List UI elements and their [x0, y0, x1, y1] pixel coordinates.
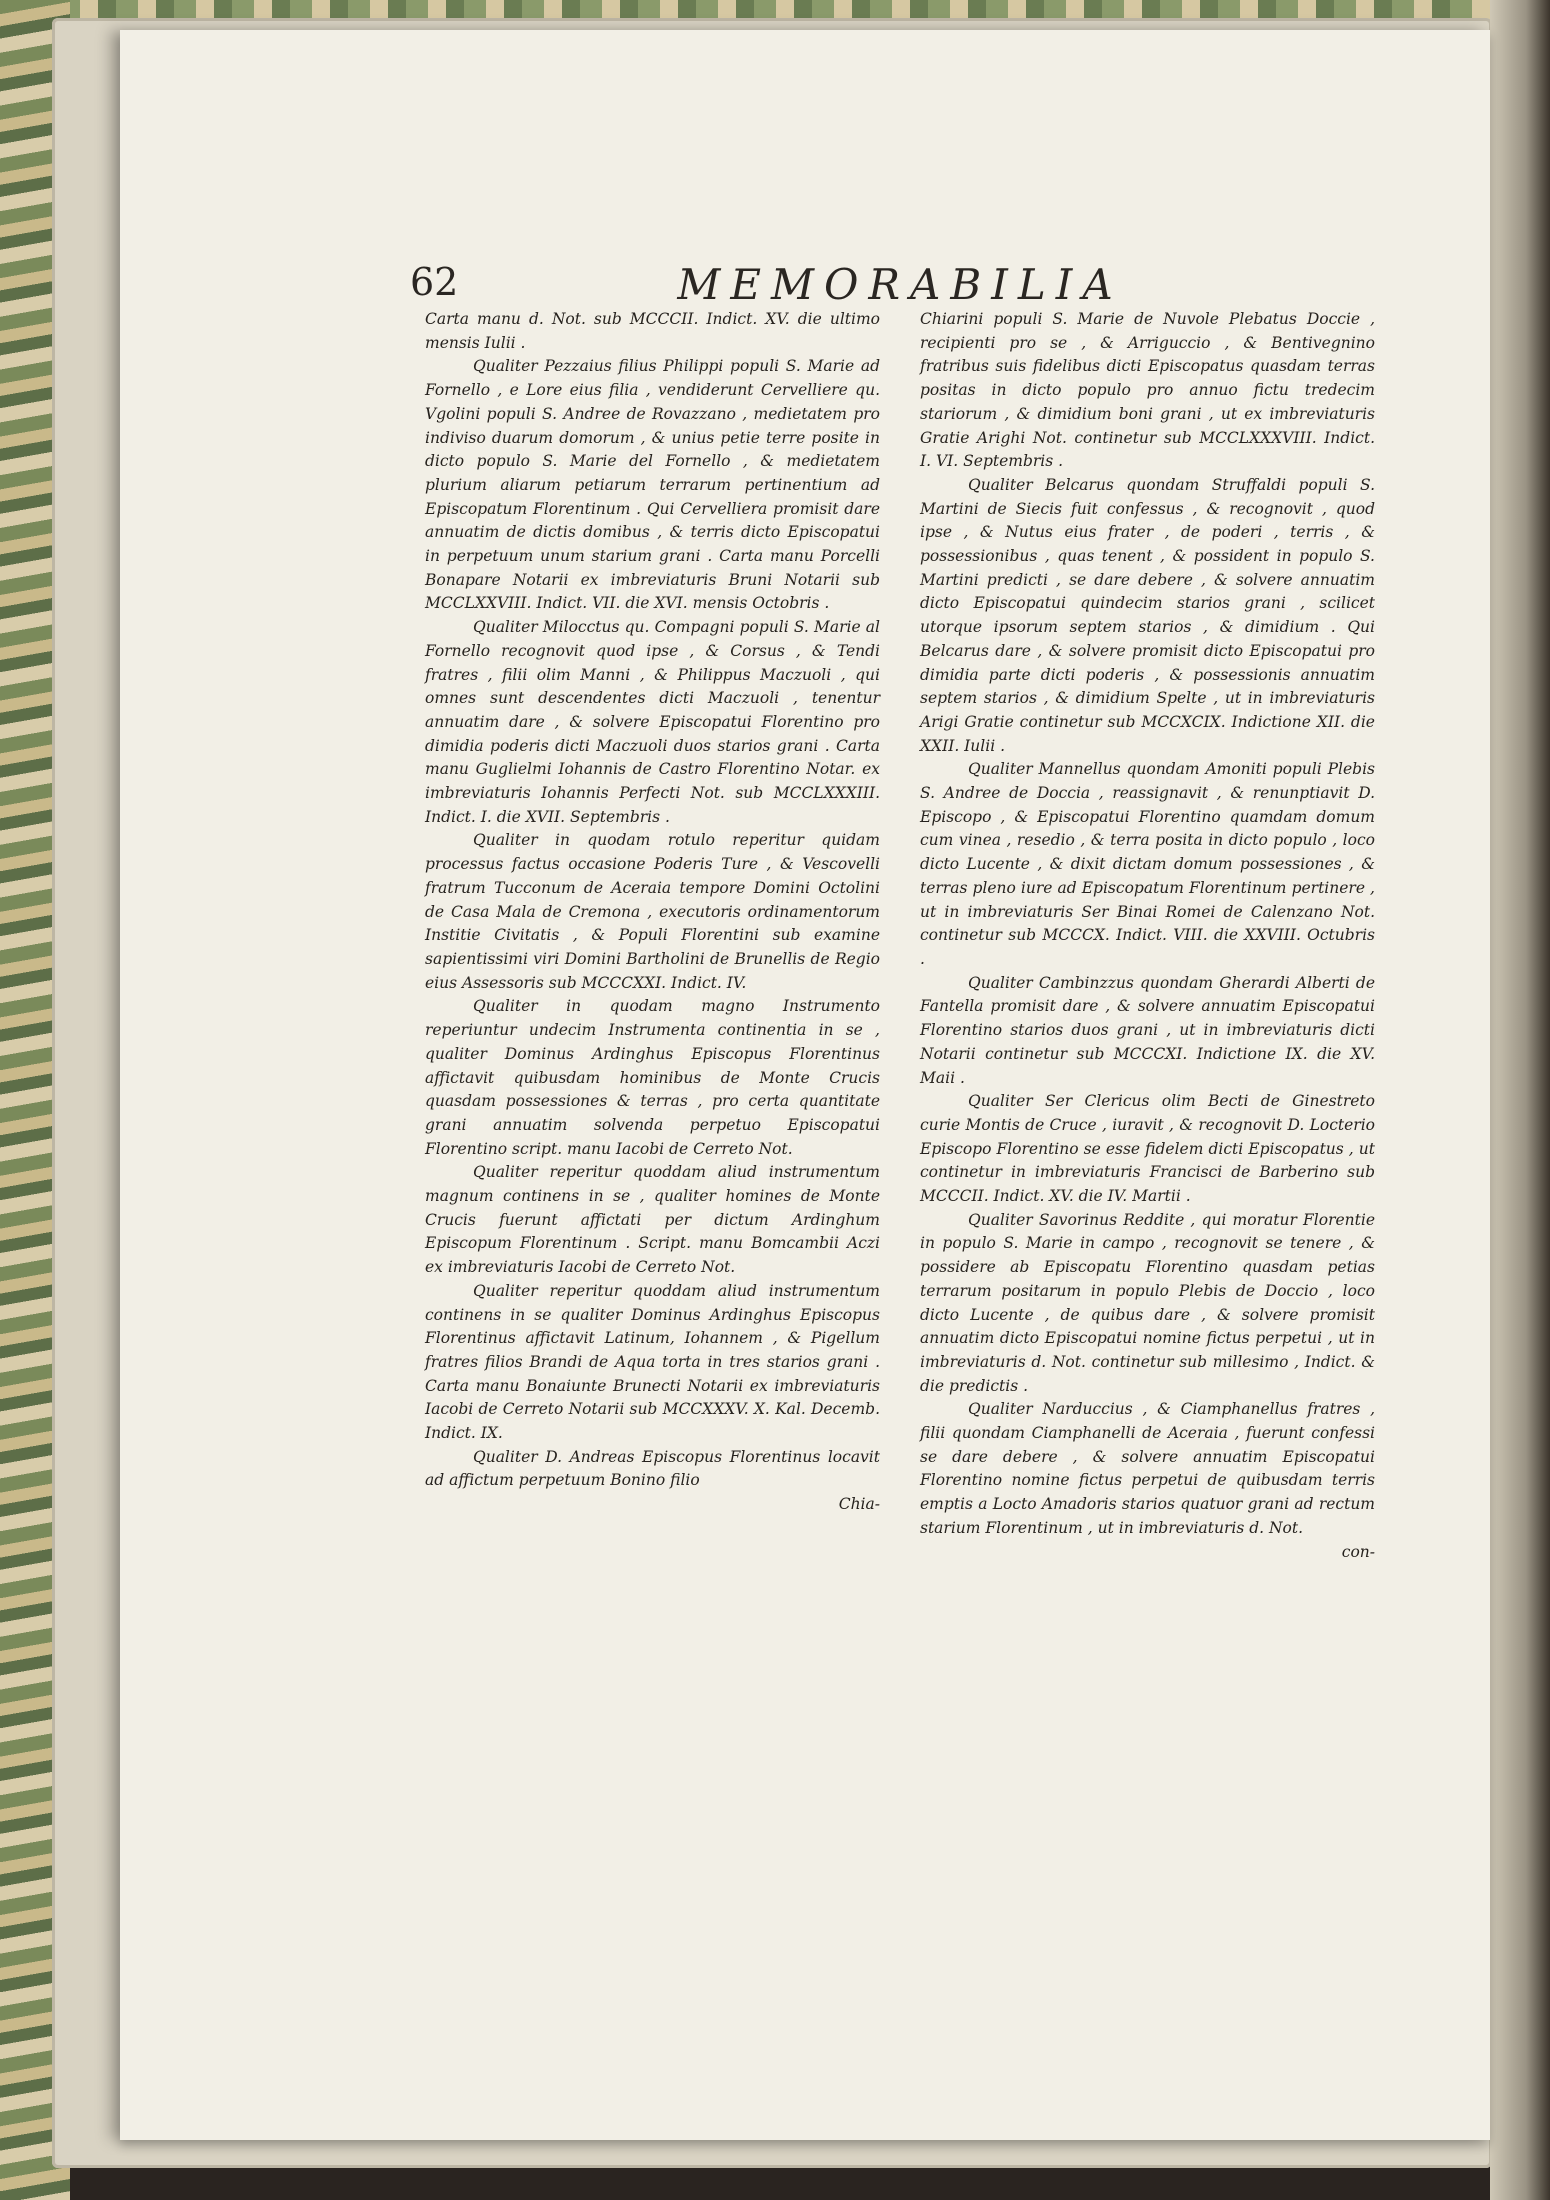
facing-page-edge: [1490, 0, 1550, 2200]
paragraph: Qualiter Belcarus quondam Struffaldi populi S. Martini de Siecis fuit confessus , & recognovit , quod ipse , & Nutus eius frater , de poderi , terris , & possessionibus , quas tenent , & possident in populo S. Martini predicti , se dare debere , & solvere annuatim dicto Episcopatui quindecim starios grani , scilicet utorque ipsorum septem starios , & dimidium . Qui Belcarus dare , & solvere promisit dicto Episcopatui pro dimidia parte dicti poderis , & possessionis annuatim septem starios , & dimidium Spelte , ut in imbreviaturis Arigi Gratie continetur sub MCCXCIX. Indictione XII. die XXII. Iulii .: [920, 475, 1375, 755]
paragraph: Carta manu d. Not. sub MCCCII. Indict. XV. die ultimo mensis Iulii .: [425, 310, 880, 352]
paragraph: Qualiter Pezzaius filius Philippi populi S. Marie ad Fornello , e Lore eius filia , vendiderunt Cervelliere qu. Vgolini populi S. Andree de Rovazzano , medietatem pro indiviso duarum domorum , & unius petie terre posite in dicto populo S. Marie del Fornello , & medietatem plurium aliarum petiarum terrarum pertinentium ad Episcopatum Florentinum . Qui Cervelliera promisit dare annuatim de dictis domibus , & terris dicto Episcopatui in perpetuum unum starium grani . Carta manu Porcelli Bonapare Notarii ex imbreviaturis Bruni Notarii sub MCCLXXVIII. Indict. VII. die XVI. mensis Octobris .: [425, 357, 880, 613]
catchword-left: Chia-: [838, 1495, 880, 1514]
left-column: [425, 308, 880, 1517]
paragraph: Qualiter D. Andreas Episcopus Florentinus locavit ad affictum perpetuum Bonino filio: [425, 1447, 880, 1490]
paragraph: Qualiter Savorinus Reddite , qui moratur Florentie in populo S. Marie in campo , recognovit se tenere , & possidere ab Episcopatu Florentino quasdam petias terrarum positarum in populo Plebis de Doccio , loco dicto Lucente , de quibus dare , & solvere promisit annuatim dicto Episcopatui nomine fictus perpetui , ut in imbreviaturis d. Not. continetur sub millesimo , Indict. & die predictis .: [920, 1210, 1375, 1395]
right-column: [920, 308, 1375, 1564]
paragraph: Chiarini populi S. Marie de Nuvole Plebatus Doccie , recipienti pro se , & Arriguccio , & Bentivegnino fratribus suis fidelibus dicti Episcopatus quasdam terras positas in dicto populo pro annuo fictu tredecim stariorum , & dimidium boni grani , ut ex imbreviaturis Gratie Arighi Not. continetur sub MCCLXXXVIII. Indict. I. VI. Septembris .: [920, 310, 1375, 471]
paragraph: Qualiter in quodam magno Instrumento reperiuntur undecim Instrumenta continentia in se , qualiter Dominus Ardinghus Episcopus Florentinus affictavit quibusdam hominibus de Monte Crucis quasdam possessiones & terras , pro certa quantitate grani annuatim solvenda perpetuo Episcopatui Florentino script. manu Iacobi de Cerreto Not.: [425, 997, 880, 1158]
catchword-right: con-: [1341, 1542, 1375, 1561]
paragraph: Qualiter in quodam rotulo reperitur quidam processus factus occasione Poderis Ture , & Vescovelli fratrum Tucconum de Aceraia tempore Domini Octolini de Casa Mala de Cremona , executoris ordinamentorum Institie Civitatis , & Populi Florentini sub examine sapientissimi viri Domini Bartholini de Brunellis de Regio eius Assessoris sub MCCCXXI. Indict. IV.: [425, 831, 880, 992]
running-title: MEMORABILIA: [677, 260, 1123, 309]
paragraph: Qualiter Ser Clericus olim Becti de Ginestreto curie Montis de Cruce , iuravit , & recognovit D. Locterio Episcopo Florentino se esse fidelem dicti Episcopatus , ut continetur in imbreviaturis Francisci de Barberino sub MCCCII. Indict. XV. die IV. Martii .: [920, 1092, 1375, 1206]
paragraph: Qualiter reperitur quoddam aliud instrumentum continens in se qualiter Dominus Ardinghus Episcopus Florentinus affictavit Latinum, Iohannem , & Pigellum fratres filios Brandi de Aqua torta in tres starios grani . Carta manu Bonaiunte Brunecti Notarii ex imbreviaturis Iacobi de Cerreto Notarii sub MCCXXXV. X. Kal. Decemb. Indict. IX.: [425, 1281, 880, 1443]
paragraph: Qualiter Mannellus quondam Amoniti populi Plebis S. Andree de Doccia , reassignavit , & renunptiavit D. Episcopo , & Episcopatui Florentino quamdam domum cum vinea , resedio , & terra posita in dicto populo , loco dicto Lucente , & dixit dictam domum possessiones , & terras pleno iure ad Episcopatum Florentinum pertinere , ut in imbreviaturis Ser Binai Romei de Calenzano Not. continetur sub MCCCX. Indict. VIII. die XXVIII. Octubris .: [920, 760, 1375, 968]
paragraph: Qualiter Cambinzzus quondam Gherardi Alberti de Fantella promisit dare , & solvere annuatim Episcopatui Florentino starios duos grani , ut in imbreviaturis dicti Notarii continetur sub MCCCXI. Indictione IX. die XV. Maii .: [920, 973, 1375, 1087]
paragraph: Qualiter Milocctus qu. Compagni populi S. Marie al Fornello recognovit quod ipse , & Corsus , & Tendi fratres , filii olim Manni , & Philippus Maczuoli , qui omnes sunt descendentes dicti Maczuoli , tenentur annuatim dare , & solvere Episcopatui Florentino pro dimidia poderis dicti Maczuoli duos starios grani . Carta manu Guglielmi Iohannis de Castro Florentino Notar. ex imbreviaturis Iohannis Perfecti Not. sub MCCLXXXIII. Indict. I. die XVII. Septembris .: [425, 618, 880, 826]
paragraph: Qualiter reperitur quoddam aliud instrumentum magnum continens in se , qualiter homines de Monte Crucis fuerunt affictati per dictum Ardinghum Episcopum Florentinum . Script. manu Bomcambii Aczi ex imbreviaturis Iacobi de Cerreto Not.: [425, 1163, 880, 1277]
page-number: 62: [410, 260, 459, 304]
paragraph: Qualiter Narduccius , & Ciamphanellus fratres , filii quondam Ciamphanelli de Aceraia , fuerunt confessi se dare debere , & solvere annuatim Episcopatui Florentino nomine fictus perpetui de quibusdam terris emptis a Locto Amadoris starios quatuor grani ad rectum starium Florentinum , ut in imbreviaturis d. Not.: [920, 1400, 1375, 1537]
